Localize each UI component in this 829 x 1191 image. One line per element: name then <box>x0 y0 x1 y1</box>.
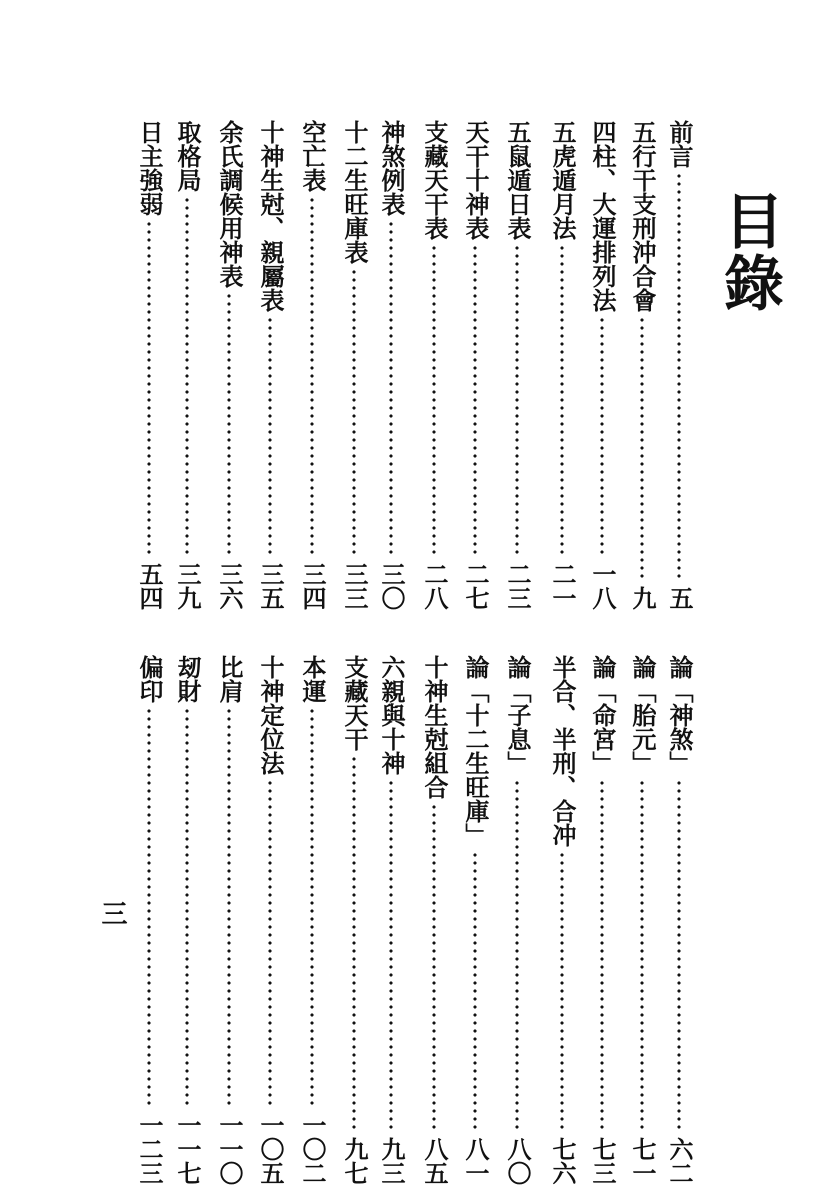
toc-entry <box>500 120 534 610</box>
toc-entry <box>337 655 371 1185</box>
toc-entry-title: 天干十神表 <box>461 120 489 240</box>
toc-entry-title: 論「十二生旺庫」 <box>461 655 489 847</box>
toc-entry-title: 五虎遁月法 <box>548 120 576 240</box>
toc-entry-page: 八一 <box>461 1137 489 1185</box>
toc-entry-page: 一一七 <box>173 1113 201 1185</box>
toc-entry <box>337 120 371 610</box>
toc-entry-title: 比肩 <box>215 655 243 703</box>
dot-leader <box>352 755 356 1133</box>
toc-entry-page: 九 <box>628 586 656 610</box>
toc-entry <box>253 655 287 1185</box>
toc-entry <box>295 120 329 610</box>
toc-entry <box>625 120 659 610</box>
toc-entry-title: 空亡表 <box>298 120 326 192</box>
toc-entry-page: 三五 <box>256 562 284 610</box>
toc-entry-page: 七三 <box>588 1137 616 1185</box>
toc-entry-page: 一〇二 <box>298 1113 326 1185</box>
dot-leader <box>310 707 314 1109</box>
toc-entry-page: 六二 <box>665 1137 693 1185</box>
dot-leader <box>432 803 436 1133</box>
toc-entry-page: 二一 <box>548 562 576 610</box>
dot-leader <box>640 316 644 582</box>
dot-leader <box>432 244 436 558</box>
toc-entry-page: 一八 <box>588 562 616 610</box>
toc-entry <box>295 655 329 1185</box>
dot-leader <box>389 779 393 1133</box>
toc-entry <box>545 120 579 610</box>
toc-entry-page: 八五 <box>420 1137 448 1185</box>
toc-entry-title: 半合、半刑、合冲 <box>548 655 576 847</box>
toc-entry-page: 七六 <box>548 1137 576 1185</box>
toc-entry <box>417 655 451 1185</box>
toc-entry-page: 九七 <box>340 1137 368 1185</box>
toc-entry-title: 支藏天干 <box>340 655 368 751</box>
toc-entry <box>170 655 204 1185</box>
toc-entry <box>500 655 534 1185</box>
toc-entry <box>585 655 619 1185</box>
toc-entry <box>545 655 579 1185</box>
dot-leader <box>147 707 151 1109</box>
toc-entry-title: 十神生尅組合 <box>420 655 448 799</box>
dot-leader <box>677 779 681 1133</box>
dot-leader <box>560 851 564 1133</box>
dot-leader <box>268 779 272 1109</box>
toc-entry <box>458 655 492 1185</box>
toc-entry-title: 偏印 <box>135 655 163 703</box>
toc-entry-page: 七一 <box>628 1137 656 1185</box>
dot-leader <box>310 196 314 558</box>
toc-entry-title: 日主強弱 <box>135 120 163 216</box>
dot-leader <box>560 244 564 558</box>
dot-leader <box>473 244 477 558</box>
dot-leader <box>600 316 604 558</box>
toc-entry-title: 論「子息」 <box>503 655 531 775</box>
toc-entry-title: 論「神煞」 <box>665 655 693 775</box>
dot-leader <box>640 779 644 1133</box>
toc-entry-title: 十神定位法 <box>256 655 284 775</box>
toc-entry-page: 三六 <box>215 562 243 610</box>
toc-entry <box>212 120 246 610</box>
dot-leader <box>227 292 231 558</box>
toc-entry <box>662 120 696 610</box>
toc-entry-title: 論「胎元」 <box>628 655 656 775</box>
toc-entry-page: 三三 <box>340 562 368 610</box>
toc-entry <box>585 120 619 610</box>
toc-entry-title: 六親與十神 <box>377 655 405 775</box>
toc-entry-title: 神煞例表 <box>377 120 405 216</box>
toc-entry <box>374 655 408 1185</box>
dot-leader <box>185 196 189 558</box>
toc-entry <box>374 120 408 610</box>
toc-entry-page: 一〇五 <box>256 1113 284 1185</box>
toc-entry <box>417 120 451 610</box>
toc-entry-page: 二三 <box>503 562 531 610</box>
dot-leader <box>147 220 151 558</box>
toc-entry-page: 八〇 <box>503 1137 531 1185</box>
toc-entry-page: 一一〇 <box>215 1113 243 1185</box>
toc-entry-title: 前言 <box>665 120 693 168</box>
dot-leader <box>600 779 604 1133</box>
toc-entry-title: 四柱、大運排列法 <box>588 120 616 312</box>
dot-leader <box>185 707 189 1109</box>
toc-entry-page: 三四 <box>298 562 326 610</box>
toc-entry <box>132 655 166 1185</box>
toc-entry-title: 十二生旺庫表 <box>340 120 368 264</box>
toc-entry-page: 一二三 <box>135 1113 163 1185</box>
dot-leader <box>389 220 393 558</box>
toc-entry-page: 五四 <box>135 562 163 610</box>
toc-entry-page: 五 <box>665 586 693 610</box>
dot-leader <box>352 268 356 558</box>
dot-leader <box>515 779 519 1133</box>
toc-entry-title: 本運 <box>298 655 326 703</box>
toc-entry-title: 五鼠遁日表 <box>503 120 531 240</box>
toc-entry <box>458 120 492 610</box>
toc-entry <box>662 655 696 1185</box>
toc-entry-title: 論「命宮」 <box>588 655 616 775</box>
toc-entry-page: 三〇 <box>377 562 405 610</box>
toc-entry-title: 取格局 <box>173 120 201 192</box>
toc-entry <box>253 120 287 610</box>
toc-entry-page: 九三 <box>377 1137 405 1185</box>
toc-entry <box>212 655 246 1185</box>
toc-entry-title: 支藏天干表 <box>420 120 448 240</box>
dot-leader <box>677 172 681 582</box>
dot-leader <box>473 851 477 1133</box>
dot-leader <box>268 316 272 558</box>
toc-entry-page: 二七 <box>461 562 489 610</box>
dot-leader <box>515 244 519 558</box>
toc-entry-page: 二八 <box>420 562 448 610</box>
toc-entry-title: 余氏調候用神表 <box>215 120 243 288</box>
toc-entry-title: 十神生尅、親屬表 <box>256 120 284 312</box>
toc-entry <box>170 120 204 610</box>
page-number: 三 <box>97 900 127 926</box>
dot-leader <box>227 707 231 1109</box>
toc-entry <box>132 120 166 610</box>
toc-entry-title: 五行干支刑沖合會 <box>628 120 656 312</box>
toc-entry <box>625 655 659 1185</box>
toc-entry-title: 刼財 <box>173 655 201 703</box>
toc-entry-page: 三九 <box>173 562 201 610</box>
page-title: 目錄 <box>714 190 784 314</box>
